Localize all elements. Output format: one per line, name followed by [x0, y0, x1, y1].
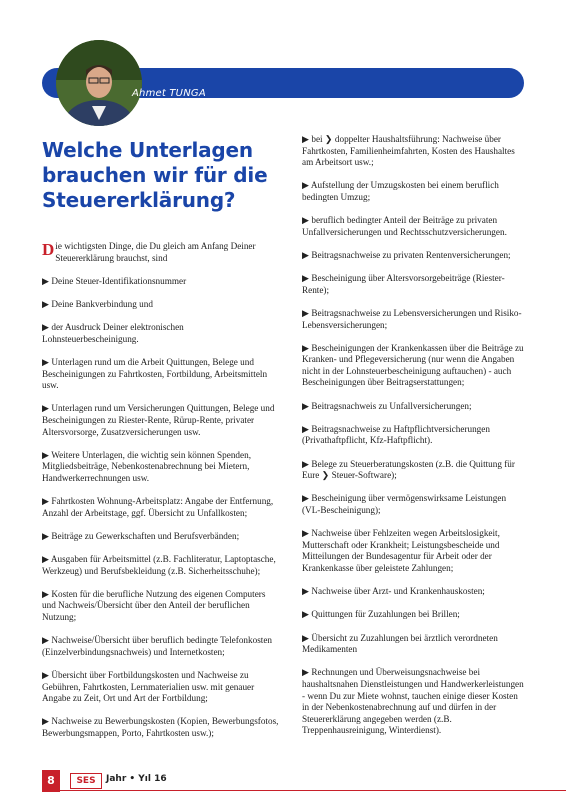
list-item: ▶ Belege zu Steuerberatungskosten (z.B. die Quittung für Eure ❯ Steuer-Software);: [302, 458, 515, 481]
list-item: ▶ Rechnungen und Überweisungsnachweise bei haushaltsnahen Dienstleistungen und Handwerkerleistungen - wenn Du zur Miete wohnst, tauchen einige dieser Kosten in der Nebenkostenabrechnung auf und dürfen in der Steuererklärung angegeben werden (z.B. Treppenhausreinigung, Winterdienst).: [302, 667, 524, 736]
article-title: Welche Unterlagen brauchen wir für die Steuererklärung?: [42, 138, 268, 212]
list-item: ▶ Deine Bankverbindung und: [42, 298, 153, 309]
list-item: ▶ Beitragsnachweise zu Lebensversicherungen und Risiko- Lebensversicherungen;: [302, 307, 522, 330]
list-item: ▶ Nachweise über Fehlzeiten wegen Arbeitslosigkeit, Mutterschaft oder Krankheit; Leistungsbescheide und Mitteilungen der Bundesagentur für Arbeit oder der Krankenkasse über geleistete Zahlungen;: [302, 528, 500, 573]
page-number: 8: [42, 770, 60, 792]
list-item: ▶ Beitragsnachweis zu Unfallversicherungen;: [302, 400, 472, 411]
list-item: ▶ Unterlagen rund um Versicherungen Quittungen, Belege und Bescheinigungen zu Riester-Rente, Rürup-Rente, privater Altersvorsorge, Zusatzversicherungen usw.: [42, 403, 275, 437]
list-item: ▶ Nachweise zu Bewerbungskosten (Kopien, Bewerbungsfotos, Bewerbungsmappen, Porto, Fahrtkosten usw.);: [42, 716, 279, 738]
list-item: ▶ Nachweise über Arzt- und Krankenhauskosten;: [302, 586, 485, 597]
list-item: ▶ Nachweise/Übersicht über beruflich bedingte Telefonkosten (Einzelverbindungsnachweis) und Internetkosten;: [42, 635, 272, 657]
ses-logo: SES: [70, 773, 102, 789]
list-item: ▶ Bescheinigungen der Krankenkassen über die Beiträge zu Kranken- und Pflegeversicherung (nur wenn die Angaben nicht in der Lohnsteuerbescheinigung auftauchen) - auch Bescheinigungen über Beitragserstattungen;: [302, 342, 524, 388]
list-item: ▶ bei ❯ doppelter Haushaltsführung: Nachweise über Fahrtkosten, Familienheimfahrten, Kosten des Haushaltes am Arbeitsort usw.;: [302, 134, 515, 168]
footer-label: Jahr • Yıl 16: [106, 774, 167, 784]
list-item: ▶ Beitragsnachweise zu Haftpflichtversicherungen (Privathaftpflicht, Kfz-Haftpflicht).: [302, 423, 490, 446]
list-item: ▶ Unterlagen rund um die Arbeit Quittungen, Belege und Bescheinigungen zu Fahrtkosten, Fortbildung, Arbeitsmitteln usw.: [42, 356, 268, 391]
left-list: [42, 276, 280, 740]
list-item: ▶ Kosten für die berufliche Nutzung des eigenen Computers und Nachweis/Übersicht über den Anteil der beruflichen Nutzung;: [42, 588, 266, 622]
author-name: Ahmet TUNGA: [132, 88, 206, 99]
list-item: ▶ Beiträge zu Gewerkschaften und Berufsverbänden;: [42, 530, 240, 541]
list-item: ▶ beruflich bedingter Anteil der Beiträge zu privaten Unfallversicherungen und Rechtsschutzversicherungen.: [302, 215, 507, 237]
column-right: [302, 134, 524, 748]
list-item: ▶ Übersicht zu Zuzahlungen bei ärztlich verordneten Medikamenten: [302, 632, 498, 655]
drop-cap: D: [42, 240, 55, 259]
column-left: [42, 241, 280, 751]
list-item: ▶ Bescheinigung über vermögenswirksame Leistungen (VL-Bescheinigung);: [302, 493, 507, 515]
list-item: ▶ Quittungen für Zuzahlungen bei Brillen;: [302, 609, 460, 620]
list-item: ▶ Aufstellung der Umzugskosten bei einem beruflich bedingten Umzug;: [302, 180, 499, 202]
list-item: ▶ Übersicht über Fortbildungskosten und Nachweise zu Gebühren, Fahrtkosten, Lernmaterialien usw. mit genauer Angabe zu Zeit, Ort und Art der Fortbildung;: [42, 669, 255, 704]
list-item: ▶ der Ausdruck Deiner elektronischen Lohnsteuerbescheinigung.: [42, 322, 184, 344]
list-item: ▶ Bescheinigung über Altersvorsorgebeiträge (Riester-Rente);: [302, 273, 505, 295]
list-item: ▶ Beitragsnachweise zu privaten Rentenversicherungen;: [302, 249, 511, 260]
author-photo: [56, 40, 142, 126]
right-list: [302, 134, 524, 737]
footer-rule: [60, 790, 566, 791]
list-item: ▶ Weitere Unterlagen, die wichtig sein können Spenden, Mitgliedsbeiträge, Nebenkostenabrechnung bei Mietern, Handwerkerrechnungen usw.: [42, 449, 251, 483]
intro-text: ie wichtigsten Dinge, die Du gleich am Anfang Deiner Steuererklärung brauchst, sind: [55, 241, 256, 263]
list-item: ▶ Fahrtkosten Wohnung-Arbeitsplatz: Angabe der Entfernung, Anzahl der Arbeitstage, ggf. Übersicht zu Unfallkosten;: [42, 496, 274, 518]
list-item: ▶ Ausgaben für Arbeitsmittel (z.B. Fachliteratur, Laptoptasche, Werkzeug) und Berufsbekleidung (z.B. Sicherheitsschuhe);: [42, 554, 276, 576]
intro-paragraph: [42, 241, 280, 264]
list-item: ▶ Deine Steuer-Identifikationsnummer: [42, 275, 187, 286]
